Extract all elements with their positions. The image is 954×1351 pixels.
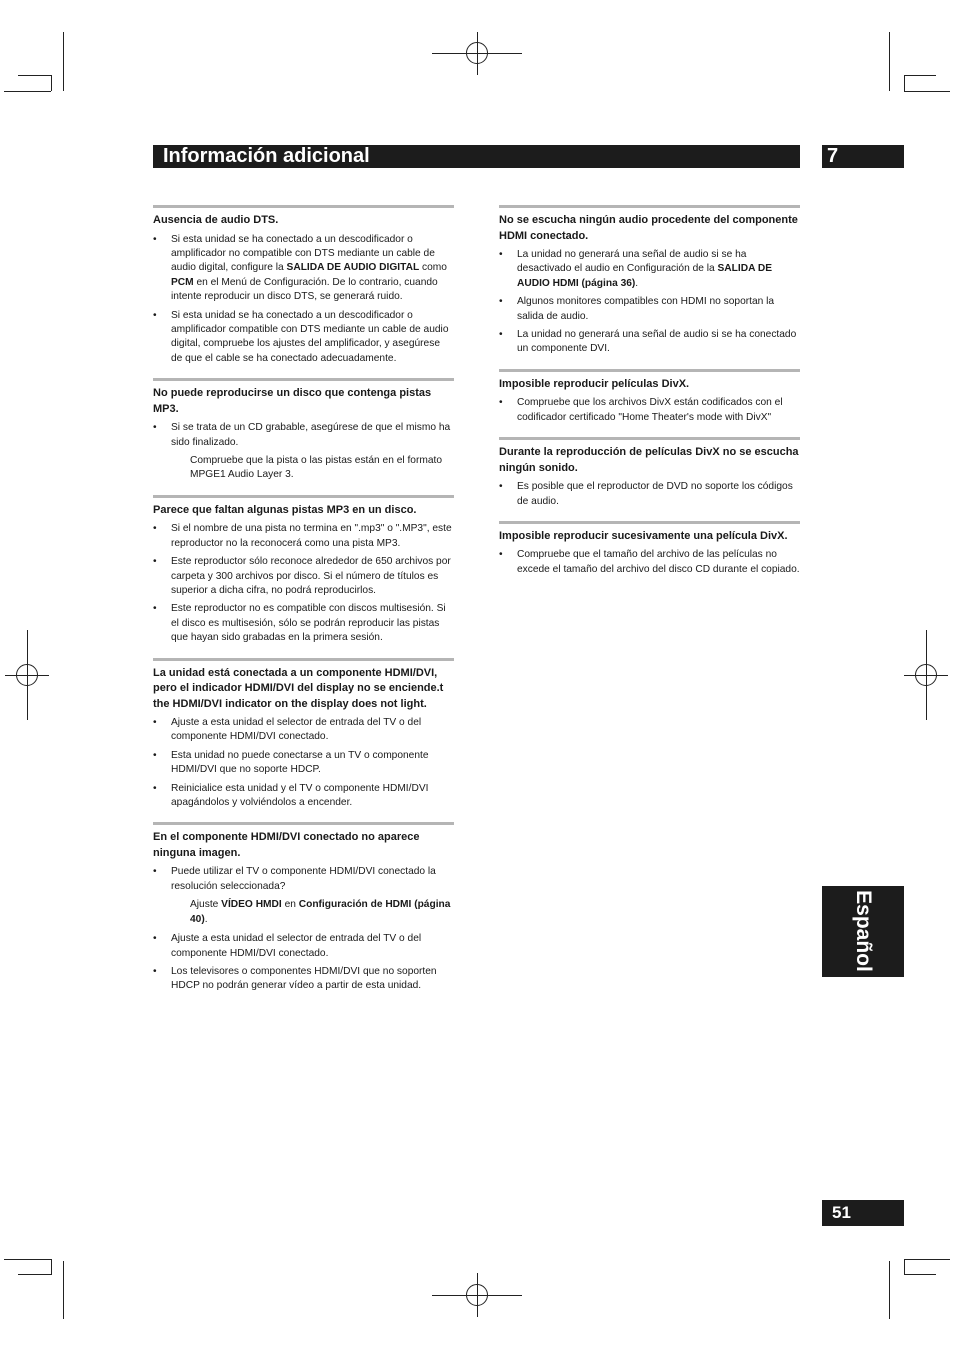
list-item: • Si esta unidad se ha conectado a un descodificador o amplificador no compatible con DTS mediante un cable de audio digital, configure la SALIDA DE AUDIO DIGITAL como PCM en el Menú de Configuración. De lo contrario, cuando intente reproducir un disco DTS, se generará ruido. <box>153 233 454 305</box>
list-item: • Ajuste a esta unidad el selector de entrada del TV o del componente HDMI/DVI conectado. <box>153 716 454 745</box>
bullet-list <box>153 932 454 994</box>
list-item: • Puede utilizar el TV o componente HDMI/DVI conectado la resolución seleccionada? <box>153 865 454 894</box>
list-item: • Ajuste a esta unidad el selector de entrada del TV o del componente HDMI/DVI conectado. <box>153 932 454 961</box>
section-title: Parece que faltan algunas pistas MP3 en un disco. <box>153 503 417 516</box>
section-title: No se escucha ningún audio procedente del componente HDMI conectado. <box>499 214 798 242</box>
section-title: Imposible reproducir películas DivX. <box>499 377 690 390</box>
bullet-list <box>153 522 454 645</box>
section-title: Imposible reproducir sucesivamente una película DivX. <box>499 529 788 542</box>
chapter-number: 7 <box>827 145 839 167</box>
section-title: No puede reproducirse un disco que contenga pistas MP3. <box>153 387 432 415</box>
list-item: • Este reproductor no es compatible con discos multisesión. Si el disco es multisesión, sólo se podrán reproducir las pistas que hayan sido grabadas en la primera sesión. <box>153 602 454 645</box>
list-item: • Es posible que el reproductor de DVD no soporte los códigos de audio. <box>499 480 800 509</box>
indented-note: Compruebe que la pista o las pistas están en el formato MPGE1 Audio Layer 3. <box>190 454 443 481</box>
list-item: • Si se trata de un CD grabable, asegúrese de que el mismo ha sido finalizado. <box>153 421 454 450</box>
bullet-list <box>499 480 800 509</box>
bold-term: Configuración de HDMI (página 40) <box>190 899 451 925</box>
page-number-box <box>822 1200 904 1226</box>
chapter-badge <box>822 145 904 168</box>
right-column <box>499 205 800 589</box>
list-item: • Si el nombre de una pista no termina en ".mp3" o ".MP3", este reproductor no la reconocerá como una pista MP3. <box>153 522 454 551</box>
troubleshooting-section <box>153 378 454 483</box>
language-label: Español <box>852 890 875 972</box>
list-item: • La unidad no generará una señal de audio si se ha desactivado el audio en Configuración de la SALIDA DE AUDIO HDMI (página 36). <box>499 248 800 291</box>
bold-term: VÍDEO HMDI <box>221 899 282 911</box>
indented-note: Ajuste VÍDEO HMDI en Configuración de HDMI (página 40). <box>190 899 451 925</box>
section-title: Durante la reproducción de películas DivX no se escucha ningún sonido. <box>499 446 799 474</box>
troubleshooting-section <box>153 658 454 811</box>
section-header-bar <box>153 145 800 168</box>
page-number: 51 <box>832 1203 851 1222</box>
list-item: • Esta unidad no puede conectarse a un TV o componente HDMI/DVI que no soporte HDCP. <box>153 749 454 778</box>
list-item: • Compruebe que los archivos DivX están codificados con el codificador certificado "Home Theater's mode with DivX" <box>499 396 800 425</box>
troubleshooting-section <box>153 205 454 366</box>
troubleshooting-section <box>499 521 800 577</box>
list-item: • Los televisores o componentes HDMI/DVI que no soporten HDCP no podrán generar vídeo a partir de esta unidad. <box>153 965 454 994</box>
bullet-list <box>153 421 454 450</box>
left-column <box>153 205 454 1006</box>
language-tab <box>822 886 904 977</box>
troubleshooting-section <box>499 205 800 357</box>
troubleshooting-section <box>499 437 800 509</box>
bullet-list <box>499 548 800 577</box>
bullet-list <box>153 233 454 367</box>
list-item: • Este reproductor sólo reconoce alrededor de 650 archivos por carpeta y 300 archivos por disco. Si el número de títulos es superior a dicha cifra, no podrá reproducirlos. <box>153 555 454 598</box>
list-item: • Algunos monitores compatibles con HDMI no soportan la salida de audio. <box>499 295 800 324</box>
page-title: Información adicional <box>163 145 370 167</box>
bold-term: SALIDA DE AUDIO HDMI (página 36) <box>517 263 773 289</box>
list-item: • Si esta unidad se ha conectado a un descodificador o amplificador compatible con DTS mediante un cable de audio digital, compruebe los ajustes del amplificador, y asegúrese de que el cable se ha conectado adecuadamente. <box>153 309 454 367</box>
section-title: Ausencia de audio DTS. <box>153 214 279 226</box>
bold-term: PCM <box>171 276 194 288</box>
bullet-list <box>153 865 454 894</box>
list-item: • La unidad no generará una señal de audio si se ha conectado un componente DVI. <box>499 328 800 357</box>
bullet-list <box>499 248 800 357</box>
troubleshooting-section <box>153 822 454 993</box>
bullet-list <box>499 396 800 425</box>
bullet-list <box>153 716 454 810</box>
troubleshooting-section <box>499 369 800 425</box>
troubleshooting-section <box>153 495 454 646</box>
bold-term: SALIDA DE AUDIO DIGITAL <box>286 262 420 274</box>
list-item: • Compruebe que el tamaño del archivo de las películas no excede el tamaño del archivo del disco CD durante el copiado. <box>499 548 800 577</box>
section-title: En el componente HDMI/DVI conectado no aparece ninguna imagen. <box>153 831 420 859</box>
list-item: • Reinicialice esta unidad y el TV o componente HDMI/DVI apagándolos y volviéndolos a encender. <box>153 782 454 811</box>
section-title: La unidad está conectada a un componente HDMI/DVI, pero el indicador HDMI/DVI del display no se enciende.t the HDMI/DVI indicator on the display does not light. <box>153 666 444 710</box>
